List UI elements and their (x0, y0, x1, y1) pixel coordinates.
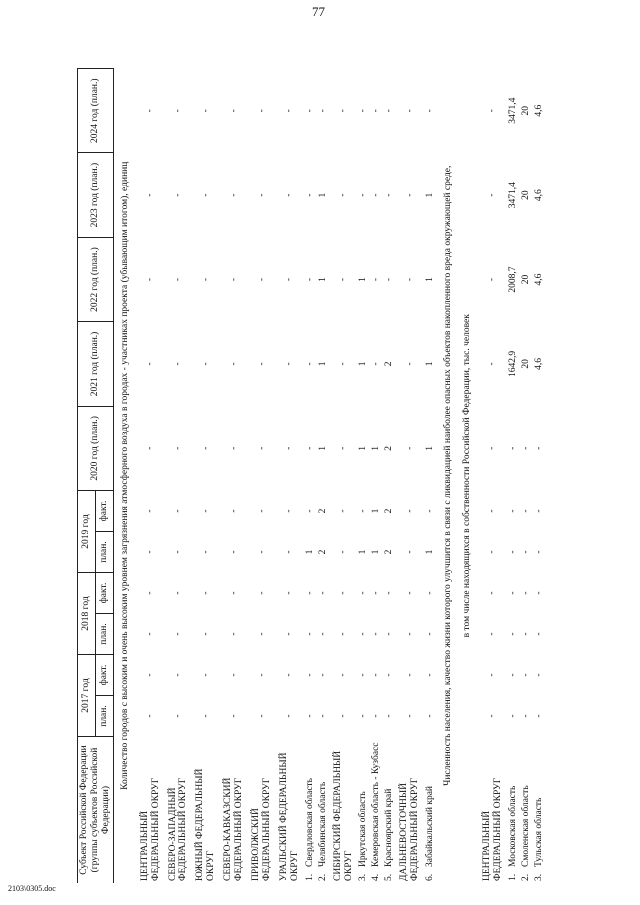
row-number: 4. (371, 873, 382, 881)
table-cell: - (256, 277, 267, 282)
row-label: ПРИВОЛЖСКИЙ ФЕДЕРАЛЬНЫЙ ОКРУГ (251, 777, 272, 881)
table-cell: 20 (520, 105, 531, 116)
table-cell: - (284, 632, 295, 636)
table-cell: - (533, 591, 544, 595)
table-cell: - (304, 446, 315, 450)
table-row (520, 69, 533, 884)
table-cell: - (304, 509, 315, 513)
row-label: Кемеровская область - Кузбасс (371, 742, 382, 867)
year-header-2024: 2024 год (план.) (78, 69, 114, 153)
row-label: Забайкальский край (425, 786, 436, 867)
table-cell: - (284, 714, 295, 718)
table-cell: - (404, 714, 415, 718)
table-cell: - (358, 109, 369, 113)
row-label: Смоленская область (520, 785, 531, 867)
subheader-fact-2019: факт. (95, 491, 113, 532)
table-cell: - (520, 591, 531, 595)
table-cell: - (404, 109, 415, 113)
table-cell: - (371, 193, 382, 197)
table-row (220, 69, 248, 884)
table-cell: - (404, 193, 415, 197)
table-cell: - (256, 550, 267, 554)
table-cell: 4,6 (533, 357, 544, 370)
table-cell: - (317, 673, 328, 677)
table-cell: - (533, 673, 544, 677)
table-cell: - (384, 632, 395, 636)
table-body (113, 69, 437, 884)
table-cell: - (200, 446, 211, 450)
table-cell: - (172, 362, 183, 366)
table-cell: - (507, 509, 518, 513)
table-cell: - (371, 714, 382, 718)
table-cell: - (404, 362, 415, 366)
table-cell: 4,6 (533, 104, 544, 117)
table-cell: - (338, 362, 349, 366)
table-cell: - (284, 673, 295, 677)
table-cell: - (487, 591, 498, 595)
row-subject (330, 737, 358, 884)
section-1-title: Количество городов с высоким и очень высоким уровнем загрязнения атмосферного воздуха в городах - участниках проекта (убывающим итогом), единиц (119, 161, 130, 790)
table-cell: - (338, 509, 349, 513)
row-label: Челябинская область (317, 781, 328, 867)
table-cell: 2 (384, 445, 395, 451)
table-cell: - (487, 109, 498, 113)
row-subject (507, 737, 520, 884)
table-cell: - (338, 277, 349, 282)
table-cell: - (200, 673, 211, 677)
row-label: ДАЛЬНЕВОСТОЧНЫЙ ФЕДЕРАЛЬНЫЙ ОКРУГ (399, 777, 421, 881)
table-cell: - (256, 632, 267, 636)
table-cell: - (317, 109, 328, 113)
table-cell: - (284, 362, 295, 366)
table-cell: - (284, 109, 295, 113)
row-label: Свердловская область (304, 777, 315, 867)
subheader-fact-2018: факт. (95, 573, 113, 614)
table-cell: - (145, 714, 156, 718)
table-cell: - (172, 550, 183, 554)
table-cell: - (228, 591, 239, 595)
table-cell: - (371, 591, 382, 595)
row-label: ЦЕНТРАЛЬНЫЙ ФЕДЕРАЛЬНЫЙ ОКРУГ (139, 777, 161, 881)
table-row (137, 69, 165, 884)
row-subject (248, 737, 276, 884)
table-cell: - (384, 714, 395, 718)
row-number: 2. (520, 873, 531, 881)
table-row (304, 69, 317, 884)
table-cell: - (284, 550, 295, 554)
table-cell: - (304, 109, 315, 113)
row-subject (192, 737, 220, 884)
table-cell: - (145, 550, 156, 554)
year-header-2022: 2022 год (план.) (78, 237, 114, 321)
row-number: 3. (533, 873, 544, 881)
table-cell: - (533, 509, 544, 513)
section-2-subtitle-row (460, 69, 479, 884)
table-cell: - (228, 362, 239, 366)
table-row (424, 69, 437, 884)
table-cell: - (256, 446, 267, 450)
table-cell: - (338, 673, 349, 677)
row-subject (424, 737, 437, 884)
table-cell: - (172, 673, 183, 677)
table-cell: - (284, 193, 295, 197)
table-cell: - (487, 362, 498, 366)
year-header-2019: 2019 год (78, 491, 96, 573)
table-cell: 1 (371, 549, 382, 555)
table-cell: - (228, 632, 239, 636)
table-cell: - (404, 277, 415, 282)
table-row (276, 69, 304, 884)
table-cell: - (384, 277, 395, 282)
row-subject (396, 737, 424, 884)
row-label: Иркутская область (358, 791, 369, 867)
table-cell: - (172, 632, 183, 636)
row-number: 1. (304, 873, 315, 881)
table-cell: 1 (425, 549, 436, 555)
table-cell: - (200, 109, 211, 113)
table-cell: - (256, 714, 267, 718)
table-cell: - (228, 446, 239, 450)
table-cell: 2 (317, 508, 328, 514)
table-cell: 1 (317, 445, 328, 451)
table-cell: 1 (425, 445, 436, 451)
table-row (507, 69, 520, 884)
table-cell: - (533, 550, 544, 554)
row-subject (317, 737, 330, 884)
row-number: 5. (384, 873, 395, 881)
table-cell: - (487, 550, 498, 554)
row-subject (479, 737, 507, 884)
table-cell: - (404, 632, 415, 636)
table-cell: - (228, 193, 239, 197)
year-header-2018: 2018 год (78, 573, 96, 655)
subheader-fact-2017: факт. (95, 655, 113, 696)
table-cell: - (425, 509, 436, 513)
row-subject (137, 737, 165, 884)
table-cell: - (200, 362, 211, 366)
row-label: Московская область (507, 785, 518, 867)
table-cell: - (200, 632, 211, 636)
table-cell: - (338, 591, 349, 595)
table-cell: 1 (371, 508, 382, 514)
row-label: СЕВЕРО-ЗАПАДНЫЙ ФЕДЕРАЛЬНЫЙ ОКРУГ (167, 777, 189, 881)
table-cell: - (425, 714, 436, 718)
row-label: Красноярский край (384, 788, 395, 867)
table-cell: - (404, 591, 415, 595)
table-cell: - (358, 591, 369, 595)
table-cell: - (145, 632, 156, 636)
table-cell: - (284, 277, 295, 282)
table-cell: - (338, 550, 349, 554)
table-row (357, 69, 370, 884)
table-cell: - (533, 714, 544, 718)
table-cell: - (404, 550, 415, 554)
table-cell: - (317, 632, 328, 636)
table-cell: - (425, 632, 436, 636)
table-cell: - (358, 673, 369, 677)
row-subject (276, 737, 304, 884)
table-cell: - (256, 591, 267, 595)
table-cell: - (487, 446, 498, 450)
table-cell: - (533, 446, 544, 450)
table-cell: 1642,9 (507, 350, 518, 377)
table-row (248, 69, 276, 884)
table-cell: - (487, 673, 498, 677)
table-cell: - (145, 591, 156, 595)
table-cell: 1 (425, 361, 436, 367)
row-subject (520, 737, 533, 884)
table-cell: 2 (384, 508, 395, 514)
table-row (330, 69, 358, 884)
table-cell: - (371, 109, 382, 113)
table-cell: - (520, 509, 531, 513)
table-cell: - (384, 673, 395, 677)
table-cell: - (371, 362, 382, 366)
table-cell: - (487, 632, 498, 636)
table-cell: - (507, 550, 518, 554)
footer-file-name: 2103\0305.doc (8, 884, 56, 893)
year-header-2020: 2020 год (план.) (78, 406, 114, 490)
section-2-title: Численность населения, качество жизни которого улучшится в связи с ликвидацией наиболее опасных объектов накопленного вреда окружающей среде, (442, 165, 453, 786)
table-cell: - (425, 109, 436, 113)
table-cell: - (145, 509, 156, 513)
row-subject (533, 737, 546, 884)
table-cell: - (304, 591, 315, 595)
table-cell: 1 (425, 192, 436, 198)
table-cell: - (404, 509, 415, 513)
table-cell: - (317, 714, 328, 718)
table-cell: - (507, 632, 518, 636)
table-cell: - (228, 277, 239, 282)
table-cell: - (358, 714, 369, 718)
table-cell: - (172, 109, 183, 113)
row-subject (357, 737, 370, 884)
row-subject (383, 737, 396, 884)
section-1-title-row (113, 69, 136, 884)
table-cell: 1 (358, 549, 369, 555)
table-cell: - (200, 277, 211, 282)
row-subject (370, 737, 383, 884)
table-cell: - (256, 509, 267, 513)
table-row (533, 69, 546, 884)
table-cell: - (487, 277, 498, 282)
table-cell: - (358, 193, 369, 197)
table-cell: - (520, 673, 531, 677)
table-cell: - (371, 632, 382, 636)
subheader-plan-2019: план. (95, 532, 113, 573)
subheader-plan-2017: план. (95, 696, 113, 737)
row-number: 2. (317, 873, 328, 881)
table-cell: - (172, 714, 183, 718)
table-cell: - (256, 109, 267, 113)
table-cell: - (256, 362, 267, 366)
table-cell: - (338, 193, 349, 197)
table-cell: - (358, 632, 369, 636)
table-cell: - (304, 362, 315, 366)
table-cell: - (317, 591, 328, 595)
row-subject (220, 737, 248, 884)
table-cell: - (507, 673, 518, 677)
table-cell: 1 (358, 361, 369, 367)
table-cell: 20 (520, 190, 531, 200)
table-cell: 20 (520, 359, 531, 369)
row-label: СЕВЕРО-КАВКАЗСКИЙ ФЕДЕРАЛЬНЫЙ ОКРУГ (223, 777, 245, 881)
table-cell: - (338, 714, 349, 718)
table-body-2 (437, 69, 545, 884)
table-row (192, 69, 220, 884)
table-cell: 1 (317, 277, 328, 282)
table-cell: - (284, 446, 295, 450)
table-cell: - (284, 591, 295, 595)
table-cell: 1 (317, 361, 328, 367)
table-cell: - (404, 446, 415, 450)
section-2-title-row (437, 69, 460, 884)
table-cell: - (172, 446, 183, 450)
table-cell: 20 (520, 274, 531, 285)
table-cell: - (172, 193, 183, 197)
table-cell: - (145, 673, 156, 677)
table-cell: - (358, 509, 369, 513)
table-cell: - (487, 193, 498, 197)
table-cell: - (384, 109, 395, 113)
table-cell: 1 (358, 277, 369, 282)
table-cell: - (338, 109, 349, 113)
table-cell: - (520, 446, 531, 450)
page-number: 77 (312, 4, 325, 19)
table-cell: - (404, 673, 415, 677)
table-cell: - (304, 632, 315, 636)
table-cell: - (425, 673, 436, 677)
table-cell: - (228, 714, 239, 718)
table-cell: 1 (317, 192, 328, 198)
table-cell: - (304, 673, 315, 677)
row-label: ЮЖНЫЙ ФЕДЕРАЛЬНЫЙ ОКРУГ (195, 768, 217, 881)
row-label: СИБИРСКИЙ ФЕДЕРАЛЬНЫЙ ОКРУГ (332, 750, 354, 881)
year-header-2021: 2021 год (план.) (78, 322, 114, 406)
table-cell: - (200, 509, 211, 513)
table-cell: - (145, 109, 156, 113)
table-cell: - (487, 714, 498, 718)
table-cell: - (371, 673, 382, 677)
table-cell: - (338, 446, 349, 450)
subject-header: Субъект Российской Федерации (группы субъектов Российской Федерации) (78, 737, 114, 884)
table-cell: 2 (384, 549, 395, 555)
row-subject (165, 737, 193, 884)
table-cell: - (487, 509, 498, 513)
table-cell: 4,6 (533, 189, 544, 202)
table-cell: 2008,7 (507, 266, 518, 293)
table-cell: - (256, 673, 267, 677)
table-cell: - (200, 550, 211, 554)
table-cell: 2 (384, 361, 395, 367)
table-cell: - (371, 277, 382, 282)
table-cell: - (172, 277, 183, 282)
table-row (165, 69, 193, 884)
table-cell: - (507, 446, 518, 450)
row-number: 3. (358, 873, 369, 881)
table-cell: - (384, 591, 395, 595)
table-cell: - (304, 193, 315, 197)
table-cell: - (228, 509, 239, 513)
table-cell: - (507, 714, 518, 718)
table-cell: 1 (371, 445, 382, 451)
table-cell: - (145, 362, 156, 366)
table-cell: 2 (317, 549, 328, 555)
table-cell: - (200, 591, 211, 595)
row-label: Тульская область (533, 797, 544, 867)
table-cell: - (228, 109, 239, 113)
row-number: 1. (507, 873, 518, 881)
table-cell: - (172, 591, 183, 595)
table-cell: - (200, 714, 211, 718)
table-cell: - (172, 509, 183, 513)
table-cell: 3471,4 (507, 97, 518, 124)
table-row (317, 69, 330, 884)
table-cell: - (304, 714, 315, 718)
table-cell: - (338, 632, 349, 636)
table-cell: - (228, 673, 239, 677)
data-table (77, 68, 545, 883)
row-label: УРАЛЬСКИЙ ФЕДЕРАЛЬНЫЙ ОКРУГ (278, 752, 300, 881)
table-cell: - (200, 193, 211, 197)
row-label: ЦЕНТРАЛЬНЫЙ ФЕДЕРАЛЬНЫЙ ОКРУГ (481, 777, 503, 881)
table-cell: - (256, 193, 267, 197)
table-cell: 1 (425, 277, 436, 282)
section-2-subtitle: в том числе находящихся в собственности Российской Федерации, тыс. человек (461, 314, 472, 638)
table-cell: 4,6 (533, 273, 544, 286)
year-header-2023: 2023 год (план.) (78, 153, 114, 237)
year-header-2017: 2017 год (78, 655, 96, 737)
table-cell: - (425, 591, 436, 595)
table-cell: 1 (304, 549, 315, 555)
table-cell: - (145, 446, 156, 450)
table-cell: - (284, 509, 295, 513)
row-number: 6. (425, 873, 436, 881)
table-cell: - (384, 193, 395, 197)
table-row (370, 69, 383, 884)
table-row (396, 69, 424, 884)
row-subject (304, 737, 317, 884)
table-cell: - (507, 591, 518, 595)
table-row (383, 69, 396, 884)
table-cell: - (533, 632, 544, 636)
table-cell: - (145, 193, 156, 197)
table-cell: - (145, 277, 156, 282)
table-cell: - (520, 714, 531, 718)
table-cell: - (304, 277, 315, 282)
subheader-plan-2018: план. (95, 614, 113, 655)
table-cell: - (520, 550, 531, 554)
table-cell: - (228, 550, 239, 554)
table-cell: 1 (358, 445, 369, 451)
table-row (479, 69, 507, 884)
table-cell: - (520, 632, 531, 636)
table-cell: 3471,4 (507, 182, 518, 209)
